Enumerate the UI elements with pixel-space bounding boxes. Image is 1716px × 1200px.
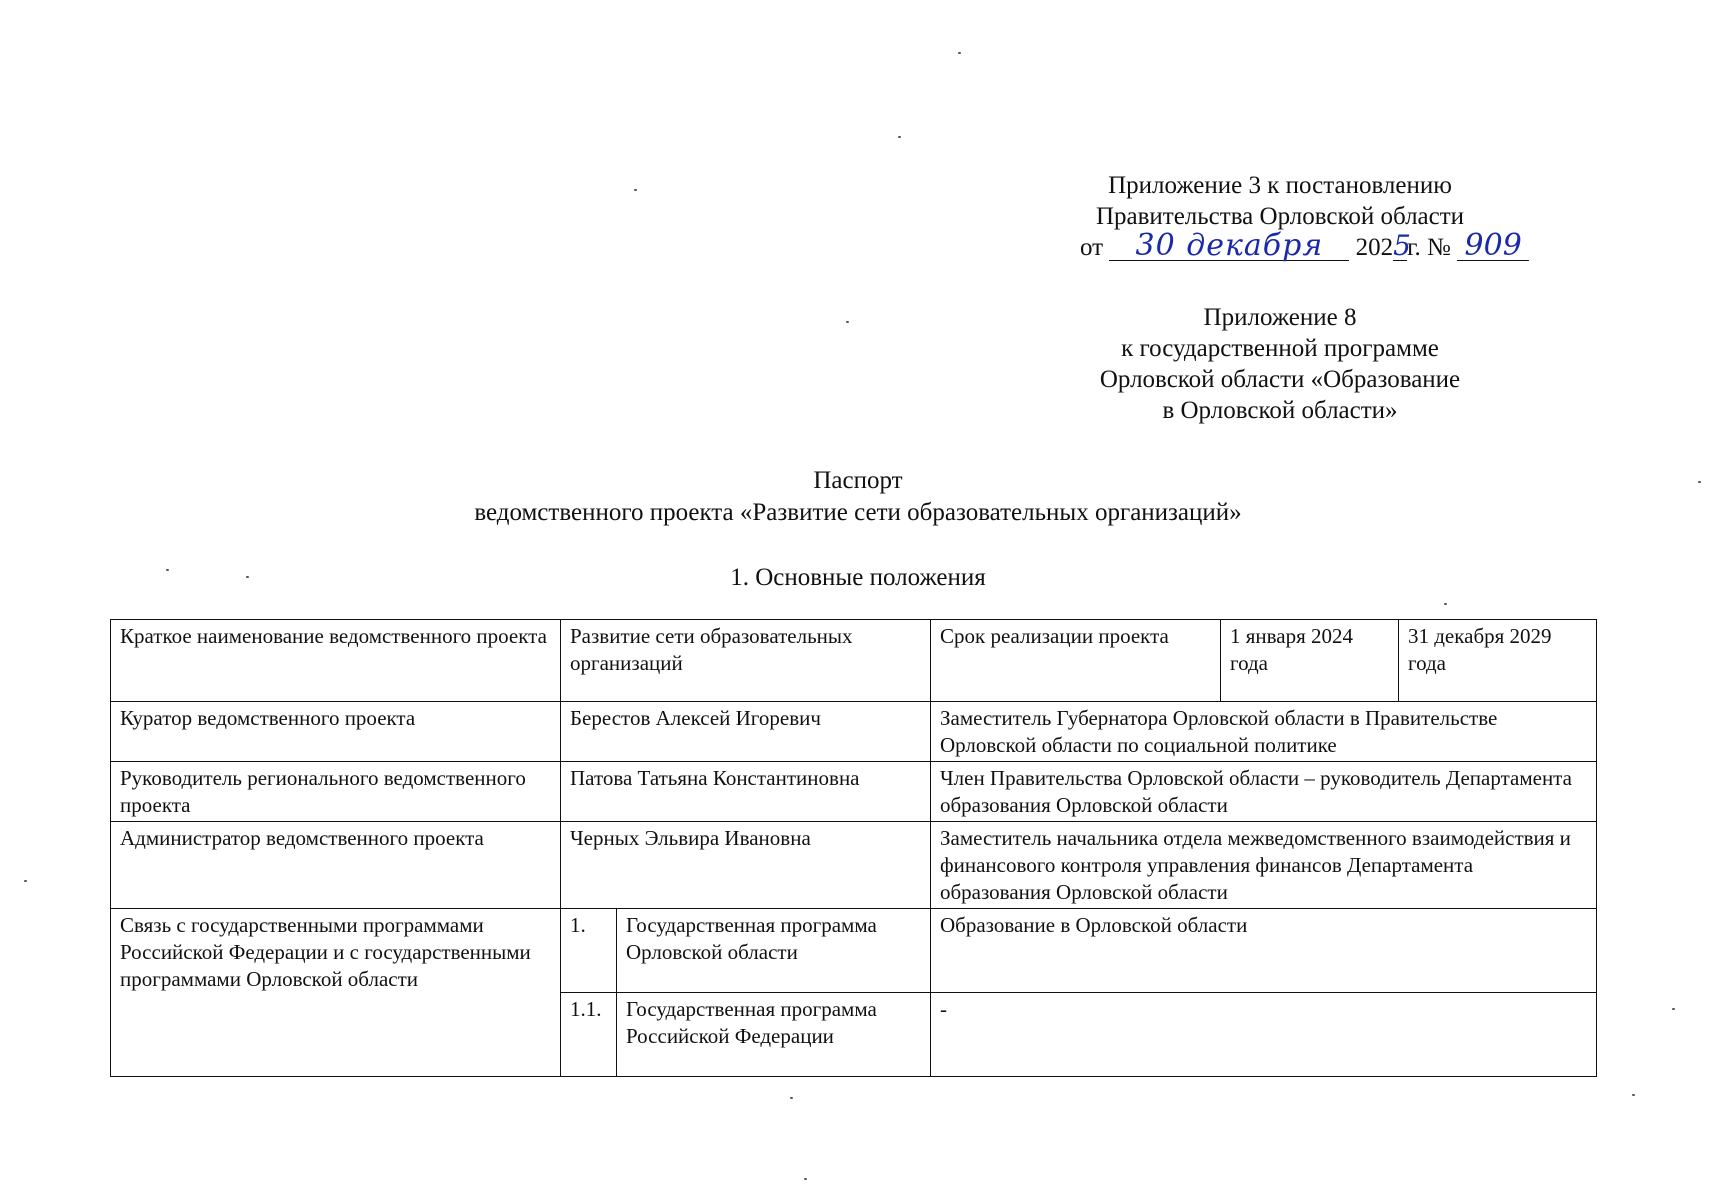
scan-speck bbox=[166, 569, 169, 571]
appendix3-date-line bbox=[1080, 228, 1522, 263]
appendix3-header bbox=[1080, 170, 1522, 263]
appendix8-line4: в Орловской области» bbox=[1162, 397, 1398, 424]
handwritten-date: 30 декабря bbox=[1109, 232, 1349, 261]
scan-speck bbox=[790, 1097, 793, 1099]
appendix3-line1: Приложение 3 к постановлению bbox=[1108, 172, 1452, 199]
table-cell-label: Администратор ведомственного проекта bbox=[111, 822, 561, 909]
scan-speck bbox=[24, 880, 27, 882]
table-cell-subvalue: Образование в Орловской области bbox=[931, 909, 1597, 993]
appendix8-header bbox=[1080, 302, 1480, 426]
table-cell-value: Развитие сети образовательных организаций bbox=[561, 620, 931, 702]
table-cell-term-label: Срок реализации проекта bbox=[931, 620, 1221, 702]
scan-speck bbox=[1698, 481, 1701, 483]
year-prefix: 202 bbox=[1355, 234, 1394, 261]
title-line1: Паспорт bbox=[813, 467, 903, 494]
scan-speck bbox=[1672, 1008, 1675, 1010]
table-cell-position: Заместитель начальника отдела межведомственного взаимодействия и финансового контроля управления финансов Департамента образования Орловской области bbox=[931, 822, 1597, 909]
table-cell-name: Берестов Алексей Игоревич bbox=[561, 702, 931, 762]
table-cell-start-date: 1 января 2024 года bbox=[1221, 620, 1399, 702]
appendix8-line2: к государственной программе bbox=[1121, 335, 1439, 362]
table-cell-subvalue: - bbox=[931, 993, 1597, 1077]
table-cell-subtype: Государственная программа Российской Федерации bbox=[617, 993, 931, 1077]
table-row bbox=[111, 620, 1597, 702]
table-cell-position: Заместитель Губернатора Орловской области в Правительстве Орловской области по социальной политике bbox=[931, 702, 1597, 762]
scan-speck bbox=[246, 576, 249, 578]
table-cell-subnum: 1.1. bbox=[561, 993, 617, 1077]
table-cell-name: Черных Эльвира Ивановна bbox=[561, 822, 931, 909]
appendix3-line2: Правительства Орловской области bbox=[1095, 203, 1465, 230]
table-cell-name: Патова Татьяна Константиновна bbox=[561, 762, 931, 822]
table-row bbox=[111, 702, 1597, 762]
table-cell-position: Член Правительства Орловской области – руководитель Департамента образования Орловской области bbox=[931, 762, 1597, 822]
scan-speck bbox=[804, 1178, 807, 1180]
appendix8-line3: Орловской области «Образование bbox=[1099, 366, 1461, 393]
scan-speck bbox=[1444, 603, 1447, 605]
appendix8-line1: Приложение 8 bbox=[1203, 304, 1357, 331]
handwritten-year-digit: 5 bbox=[1393, 229, 1411, 262]
scan-speck bbox=[1632, 1094, 1635, 1096]
table-row bbox=[111, 822, 1597, 909]
table-cell-end-date: 31 декабря 2029 года bbox=[1399, 620, 1597, 702]
table-cell-label: Краткое наименование ведомственного проекта bbox=[111, 620, 561, 702]
table-cell-label: Руководитель регионального ведомственного проекта bbox=[111, 762, 561, 822]
document-title bbox=[0, 465, 1716, 529]
scan-speck bbox=[958, 52, 961, 54]
passport-table bbox=[110, 619, 1597, 1077]
section-heading: 1. Основные положения bbox=[730, 564, 986, 591]
scan-speck bbox=[846, 321, 849, 323]
date-prefix: от bbox=[1080, 234, 1104, 261]
year-suffix: г. № bbox=[1407, 234, 1451, 261]
scan-speck bbox=[634, 189, 637, 191]
table-cell-label: Куратор ведомственного проекта bbox=[111, 702, 561, 762]
table-cell-label: Связь с государственными программами Российской Федерации и с государственными программами Орловской области bbox=[111, 909, 561, 1077]
table-cell-subtype: Государственная программа Орловской области bbox=[617, 909, 931, 993]
title-line2: ведомственного проекта «Развитие сети образовательных организаций» bbox=[474, 499, 1242, 526]
table-row bbox=[111, 762, 1597, 822]
table-cell-subnum: 1. bbox=[561, 909, 617, 993]
table-row bbox=[111, 909, 1597, 993]
scan-speck bbox=[898, 136, 901, 138]
handwritten-number: 909 bbox=[1457, 232, 1529, 261]
